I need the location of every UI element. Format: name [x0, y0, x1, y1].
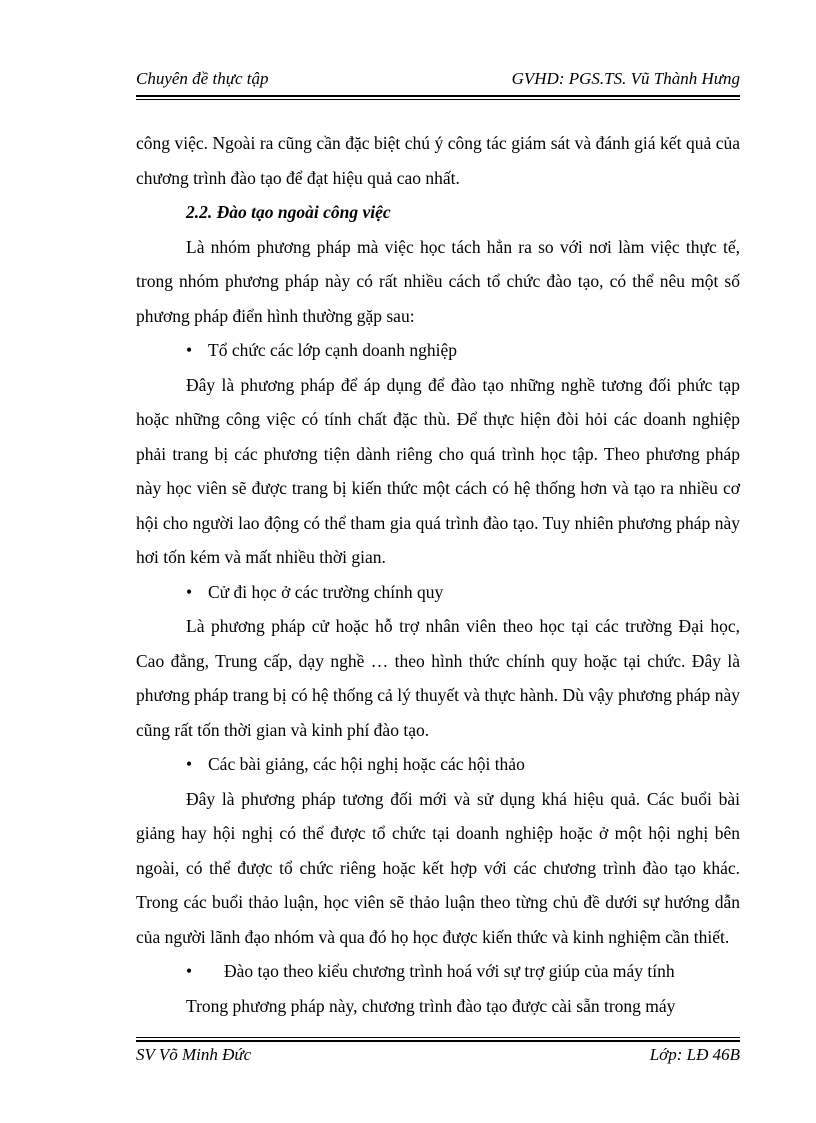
page-header	[136, 66, 740, 94]
header-divider-thin	[136, 99, 740, 100]
footer-class: Lớp: LĐ 46B	[649, 1045, 740, 1064]
paragraph-method-1: Đây là phương pháp để áp dụng để đào tạo những nghề tương đối phức tạp hoặc những công việc có tính chất đặc thù. Để thực hiện đòi hỏi các doanh nghiệp phải trang bị các phương tiện dành riêng cho quá trình học tập. Theo phương pháp này học viên sẽ được trang bị kiến thức một cách có hệ thống hơn và tạo ra nhiều cơ hội cho người lao động có thể tham gia quá trình đào tạo. Tuy nhiên phương pháp này hơi tốn kém và mất nhiều thời gian.	[136, 374, 740, 567]
bullet-item	[136, 333, 740, 368]
bullet-item	[136, 954, 740, 989]
paragraph-method-4: Trong phương pháp này, chương trình đào tạo được cài sẵn trong máy	[186, 995, 676, 1016]
bullet-text: Cử đi học ở các trường chính quy	[208, 581, 444, 602]
bullet-icon: •	[186, 581, 193, 602]
bullet-item	[136, 575, 740, 610]
bullet-text: Các bài giảng, các hội nghị hoặc các hội thảo	[208, 754, 525, 774]
footer-student-name: SV Võ Minh Đức	[136, 1045, 252, 1064]
paragraph-continuation: công việc. Ngoài ra cũng cần đặc biệt chú ý công tác giám sát và đánh giá kết quả của chương trình đào tạo để đạt hiệu quả cao nhất.	[136, 133, 740, 188]
page-body	[136, 126, 740, 1023]
bullet-text: Đào tạo theo kiểu chương trình hoá với sự trợ giúp của máy tính	[224, 961, 675, 981]
footer-divider-thin	[136, 1037, 740, 1038]
header-supervisor: GVHD: PGS.TS. Vũ Thành Hưng	[511, 69, 740, 88]
paragraph-method-2: Là phương pháp cử hoặc hỗ trợ nhân viên theo học tại các trường Đại học, Cao đẳng, Trung cấp, dạy nghề … theo hình thức chính quy hoặc tại chức. Đây là phương pháp trang bị có hệ thống cả lý thuyết và thực hành. Dù vậy phương pháp này cũng rất tốn thời gian và kinh phí đào tạo.	[136, 616, 740, 740]
bullet-item	[136, 747, 740, 782]
bullet-icon: •	[186, 340, 193, 360]
section-heading: 2.2. Đào tạo ngoài công việc	[186, 202, 391, 222]
bullet-text: Tổ chức các lớp cạnh doanh nghiệp	[208, 340, 458, 360]
paragraph-intro: Là nhóm phương pháp mà việc học tách hẳn ra so với nơi làm việc thực tế, trong nhóm phương pháp này có rất nhiều cách tổ chức đào tạo, có thể nêu một số phương pháp điển hình thường gặp sau:	[136, 236, 740, 326]
page-footer	[136, 1042, 740, 1070]
paragraph-method-3: Đây là phương pháp tương đối mới và sử dụng khá hiệu quả. Các buổi bài giảng hay hội nghị có thể được tổ chức tại doanh nghiệp hoặc ở một hội nghị bên ngoài, có thể được tổ chức riêng hoặc kết hợp với các chương trình đào tạo khác. Trong các buổi thảo luận, học viên sẽ thảo luận theo từng chủ đề dưới sự hướng dẫn của người lãnh đạo nhóm và qua đó họ học được kiến thức và kinh nghiệm cần thiết.	[136, 788, 740, 947]
header-document-title: Chuyên đề thực tập	[136, 69, 269, 88]
header-divider	[136, 95, 740, 97]
bullet-icon: •	[186, 961, 193, 981]
bullet-icon: •	[186, 754, 193, 774]
